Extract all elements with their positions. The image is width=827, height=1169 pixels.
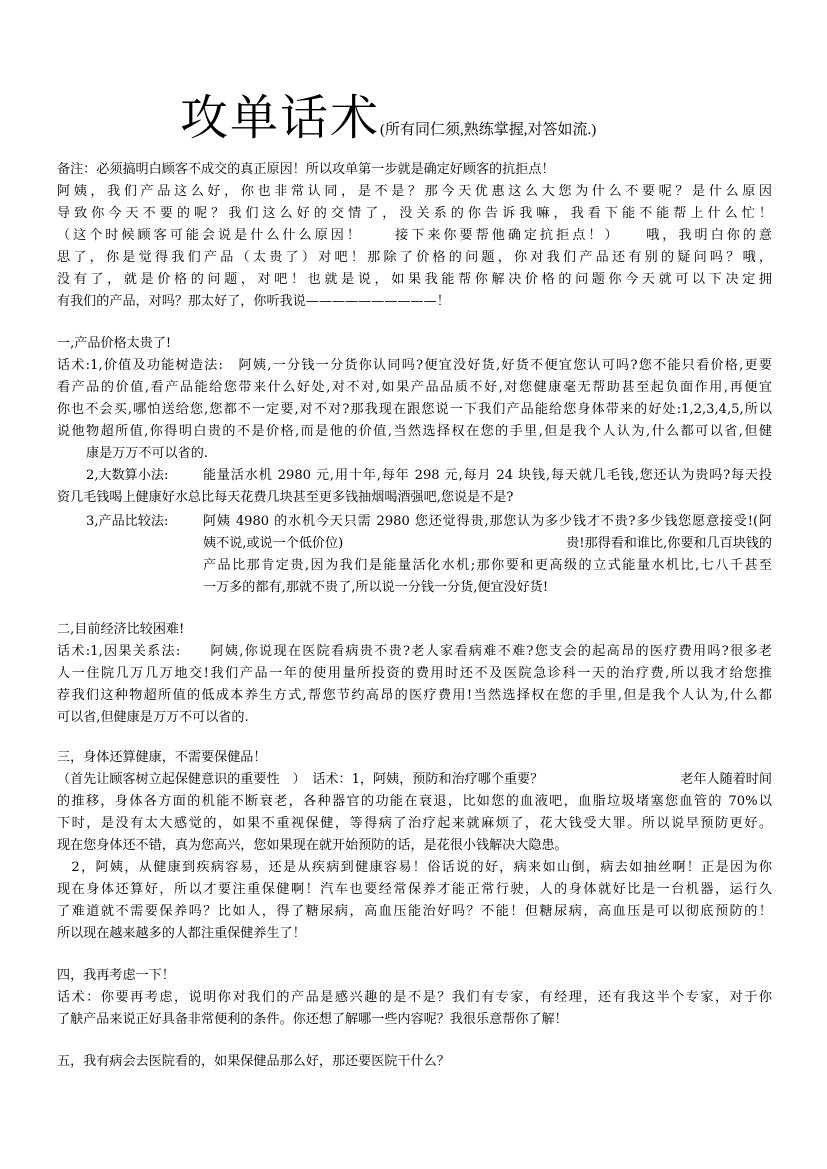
- method-label: 3,产品比较法:: [86, 514, 169, 529]
- body-line: 康是万万不可以省的.: [86, 446, 209, 461]
- body-line: 2，阿姨，从健康到疾病容易，还是从疾病到健康容易！俗话说的好，病来如山倒，病去如抽丝啊！正是因为你: [57, 860, 772, 875]
- intro-line: 导致你今天不要的呢？我们这么好的交情了，没关系的你告诉我嘛，我看下能不能帮上什么忙！: [57, 206, 772, 221]
- intro-line: 没有了，就是价格的问题，对吧！也就是说，如果我能帮你解决价格的问题你今天就可以下决定拥: [57, 272, 772, 287]
- body-line: 所以现在越来越多的人都注重保健养生了！: [57, 926, 306, 941]
- body-line: 话术:1,因果关系法: 阿姨,你说现在医院看病贵不贵?老人家看病难不难?您支会的起高昂的医疗费用吗?很多老: [57, 644, 772, 659]
- body-line: 话术:1,价值及功能树造法: 阿姨,一分钱一分货你认同吗?便宜没好货,好货不便宜您认可吗?您不能只看价格,更要: [57, 358, 772, 373]
- section-heading: 一,产品价格太贵了!: [57, 336, 172, 351]
- body-line: 了觖产品来说正好具备非常便利的条件。你还想了解哪一些内容呢？我很乐意帮你了解！: [57, 1012, 568, 1027]
- body-line: 阿姨 4980 的水机今天只需 2980 您还觉得贵,那您认为多少钱才不贵?多少钱您愿意接受!(阿: [203, 514, 772, 529]
- body-line: 看产品的价值,看产品能给您带来什么好处,对不对,如果产品品质不好,对您健康毫无帮助甚至起负面作用,再便宜: [57, 380, 772, 395]
- body-line: 贵!那得看和谁比,你要和几百块钱的: [566, 536, 772, 551]
- body-line: 老年人随着时间: [680, 772, 772, 787]
- body-line: 一万多的都有,那就不贵了,所以说一分钱一分货,便宜没好货!: [203, 580, 549, 595]
- document-title: [180, 90, 596, 146]
- intro-line: （这个时候顾客可能会说是什么什么原因！ 接下来你要帮他确定抗拒点！） 哦，我明白你的意: [57, 228, 772, 243]
- intro-line: 有我们的产品，对吗？那太好了，你听我说——————————！: [57, 294, 450, 309]
- body-line: 能量活水机 2980 元,用十年,每年 298 元,每月 24 块钱,每天就几毛钱,您还认为贵吗?每天投: [203, 468, 772, 483]
- body-line: 现在您身体还不错，真为您高兴，您如果现在就开始预防的话，是花很小钱解决大隐患。: [57, 838, 568, 853]
- body-line: 可以省,但健康是万万不可以省的.: [57, 710, 249, 725]
- body-line: 话术：你要再考虑，说明你对我们的产品是感兴趣的是不是？我们有专家，有经理，还有我这半个专家，对于你: [57, 990, 772, 1005]
- body-line: 说他物超所值,你得明白贵的不是价格,而是他的价值,当然选择权在您的手里,但是我个人认为,什么都可以省,但健: [57, 424, 772, 439]
- section-heading: 四，我再考虑一下！: [57, 968, 175, 983]
- section-heading: 二,目前经济比较困难!: [57, 622, 185, 637]
- body-line: 现在身体还算好，所以才要注重保健啊！汽车也要经常保养才能正常行驶，人的身体就好比是一台机器，运行久: [57, 882, 772, 897]
- title-note: (所有同仁须,熟练掌握,对答如流.): [380, 122, 597, 138]
- intro-line: 阿姨，我们产品这么好，你也非常认同，是不是？那今天优惠这么大您为什么不要呢？是什么原因: [57, 184, 772, 199]
- body-line: 产品比那肯定贵,因为我们是能量活化水机;那你要和更高级的立式能量水机比,七八千甚至: [203, 558, 772, 573]
- body-line: 荐我们这种物超所值的低成本养生方式,帮您节约高昂的医疗费用!当然选择权在您的手里,但是我个人认为,什么都: [57, 688, 772, 703]
- body-line: 人一住院几万几万地交!我们产品一年的使用量所投资的费用时还不及医院急诊科一天的治疗费,所以我才给您推: [57, 666, 772, 681]
- body-line: （首先让顾客树立起保健意识的重要性 ） 话术：1，阿姨，预防和治疗哪个重要？: [57, 772, 544, 787]
- body-line: 资几毛钱喝上健康好水总比每天花费几块甚至更多钱抽烟喝酒强吧,您说是不是?: [57, 490, 514, 505]
- body-line: 了难道就不需要保养吗？比如人，得了糖尿病，高血压能治好吗？不能！但糖尿病，高血压是可以彻底预防的！: [57, 904, 772, 919]
- intro-line: 备注：必须搞明白顾客不成交的真正原因！所以攻单第一步就是确定好顾客的抗拒点！: [57, 162, 555, 177]
- body-line: 你也不会买,哪怕送给您,您都不一定要,对不对?那我现在跟您说一下我们产品能给您身体带来的好处:1,2,3,4,5,所以: [57, 402, 772, 417]
- section-heading: 三，身体还算健康，不需要保健品！: [57, 750, 267, 765]
- intro-line: 思了，你是觉得我们产品（太贵了）对吧！那除了价格的问题，你对我们产品还有别的疑问吗？哦，: [57, 250, 772, 265]
- title-main: 攻单话术: [180, 90, 381, 146]
- body-line: 姨不说,或说一个低价位): [203, 536, 344, 551]
- body-line: 的推移，身体各方面的机能不断衰老，各种器官的功能在衰退，比如您的血液吧，血脂垃圾堵塞您血管的 70%以: [57, 794, 772, 809]
- body-line: 下时，是没有太大感觉的，如果不重视保健，等得病了治疗起来就麻烦了，花大钱受大罪。所以说早预防更好。: [57, 816, 772, 831]
- section-heading: 五，我有病会去医院看的，如果保健品那么好，那还要医院干什么？: [57, 1054, 450, 1069]
- method-label: 2,大数算小法:: [86, 468, 169, 483]
